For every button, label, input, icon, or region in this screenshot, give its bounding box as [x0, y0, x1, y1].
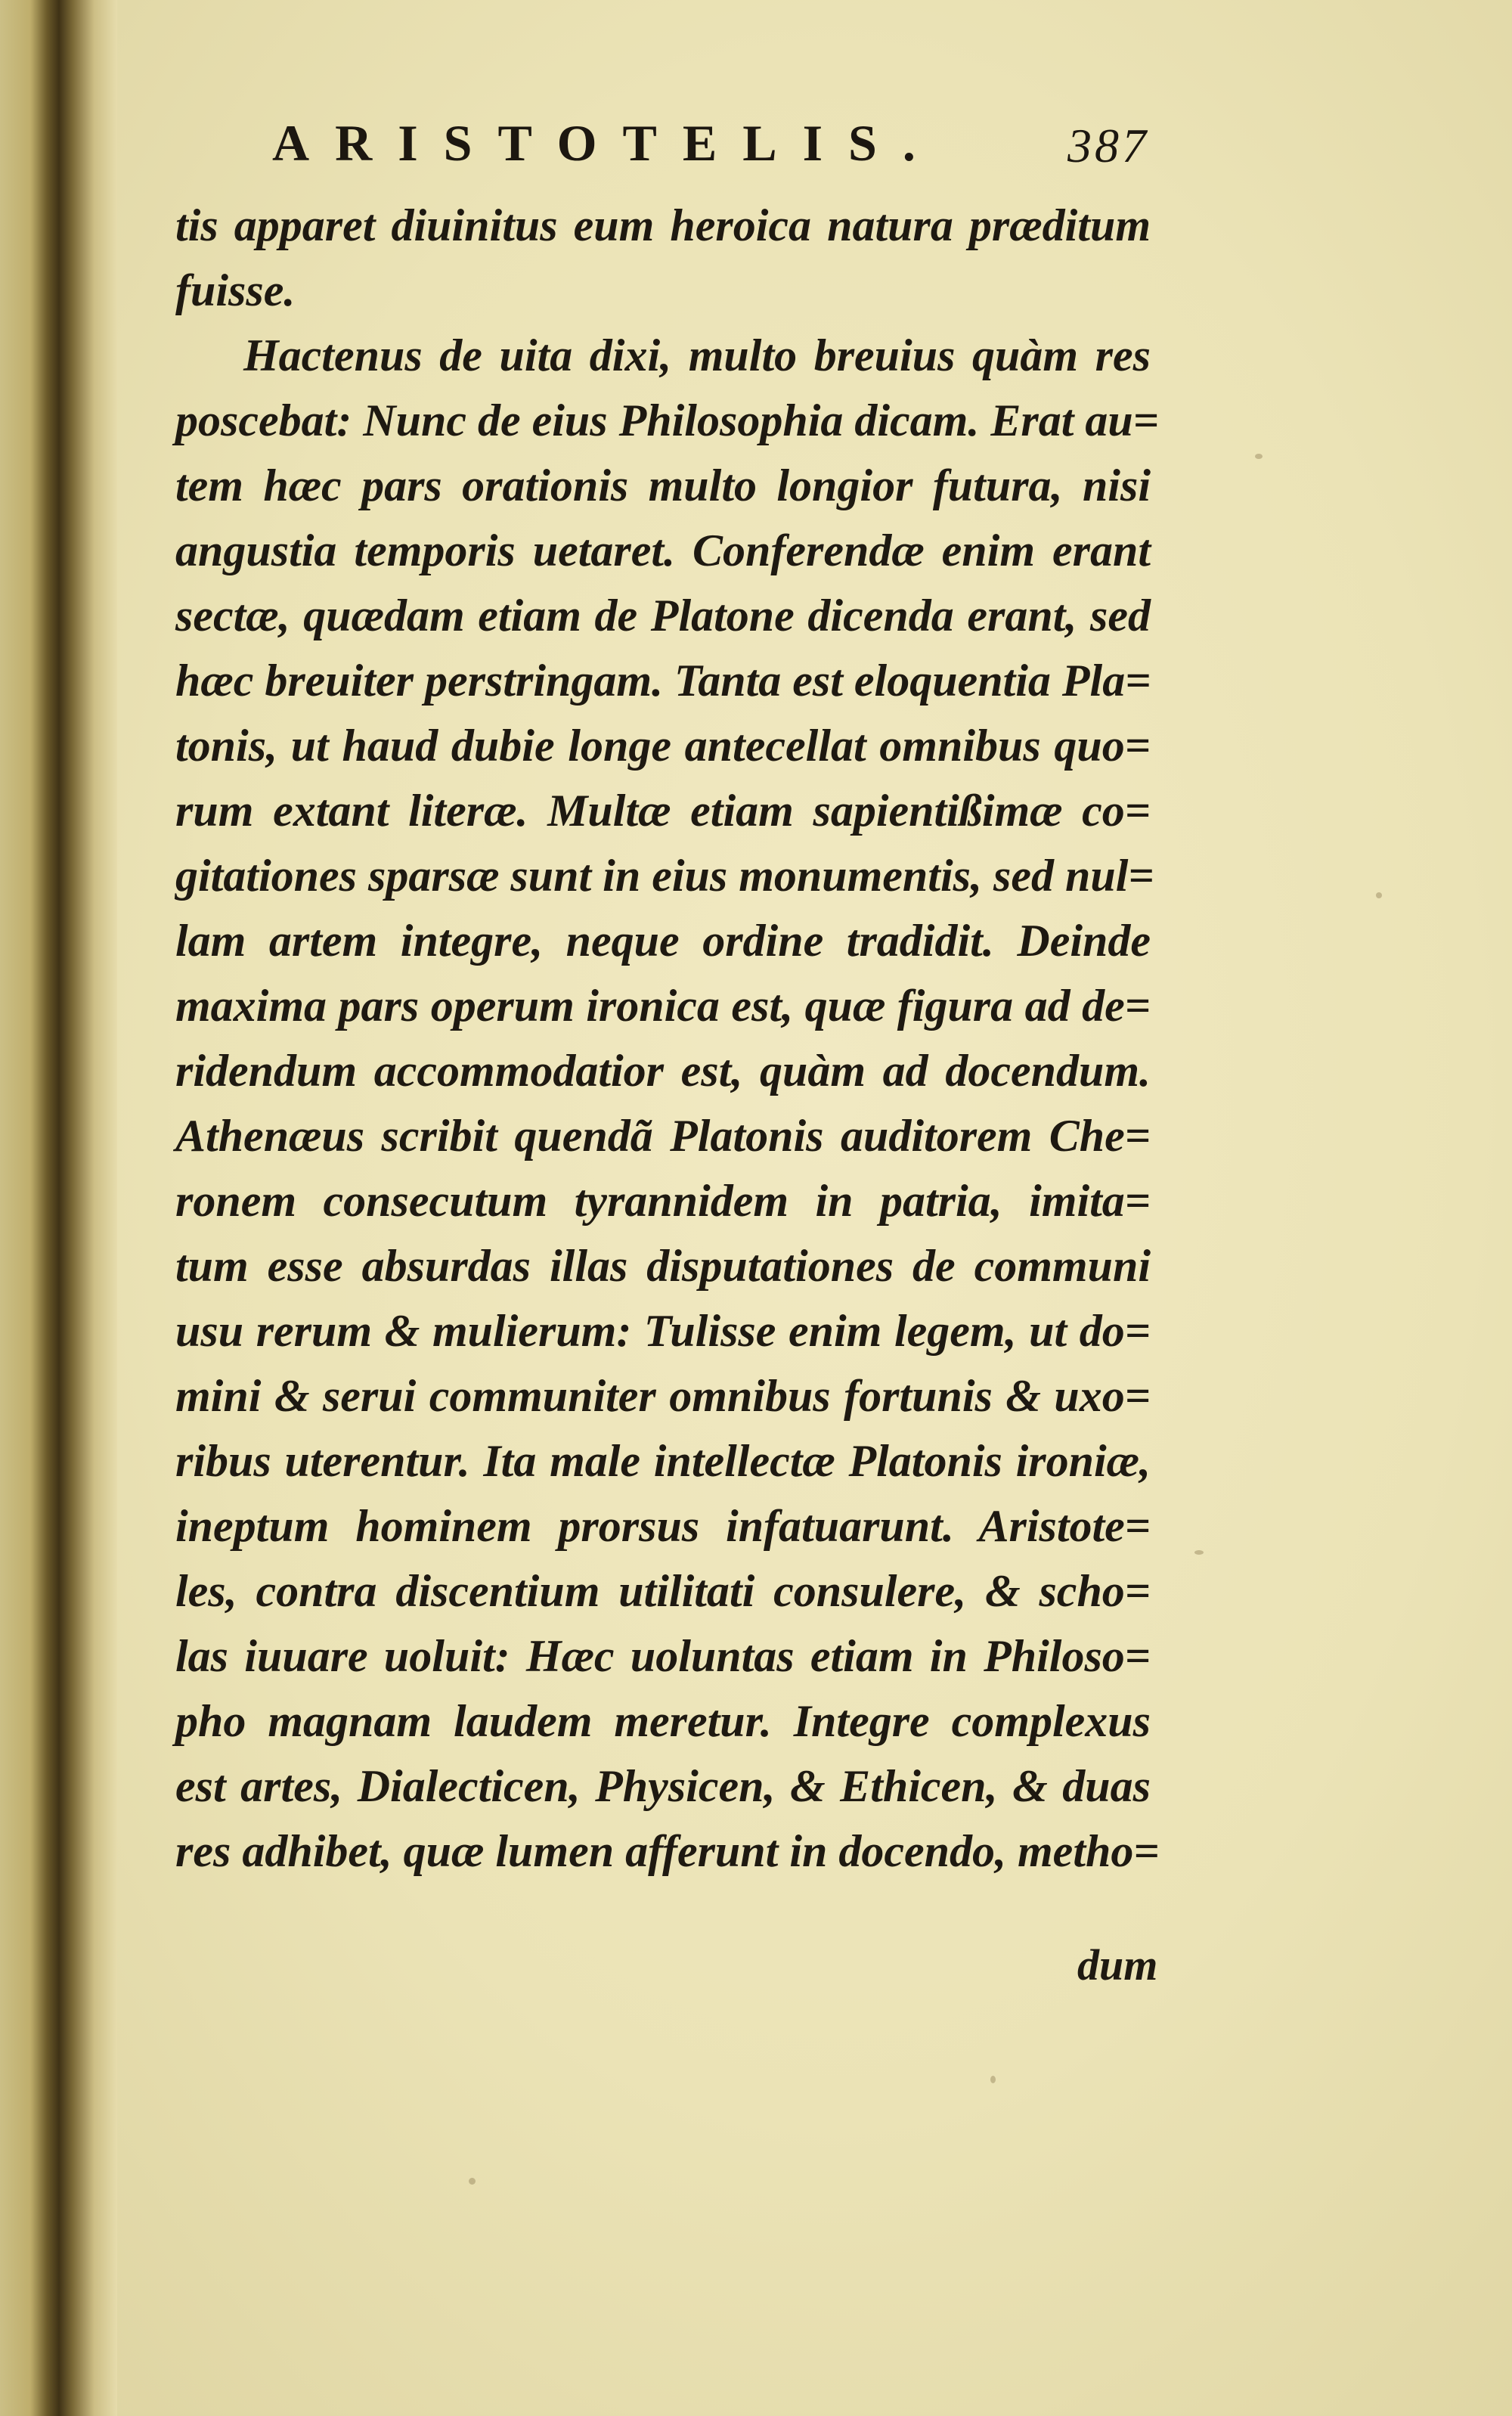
paper-speck: [1376, 892, 1382, 898]
text-line: tem hæc pars orationis multo longior futura, nisi: [175, 461, 1151, 510]
text-line: pho magnam laudem meretur. Integre complexus: [175, 1696, 1151, 1746]
text-line: Hactenus de uita dixi, multo breuius quàm res: [243, 330, 1151, 380]
text-line: ribus uterentur. Ita male intellectæ Platonis ironiæ,: [175, 1436, 1151, 1486]
text-line: Athenæus scribit quendã Platonis auditorem Che=: [175, 1111, 1151, 1161]
text-line: res adhibet, quæ lumen afferunt in docendo, metho=: [175, 1826, 1160, 1876]
paper-speck: [1194, 1550, 1204, 1555]
running-head: ARISTOTELIS.: [272, 114, 941, 172]
text-line: sectæ, quædam etiam de Platone dicenda erant, sed: [175, 591, 1151, 640]
catchword: dum: [1077, 1940, 1158, 1990]
text-line: ridendum accommodatior est, quàm ad docendum.: [175, 1046, 1151, 1096]
text-line: rum extant literæ. Multæ etiam sapientißimæ co=: [175, 786, 1151, 836]
text-line: les, contra discentium utilitati consulere, & scho=: [175, 1566, 1151, 1616]
text-line: lam artem integre, neque ordine tradidit. Deinde: [175, 916, 1151, 966]
text-line: las iuuare uoluit: Hæc uoluntas etiam in Philoso=: [175, 1631, 1151, 1681]
text-line: tonis, ut haud dubie longe antecellat omnibus quo=: [175, 721, 1151, 771]
text-line: est artes, Dialecticen, Physicen, & Ethicen, & duas: [175, 1761, 1151, 1811]
page-number: 387: [1067, 119, 1149, 172]
text-line: angustia temporis uetaret. Conferendæ enim erant: [175, 526, 1151, 575]
paper-speck: [469, 2178, 476, 2185]
text-line: maxima pars operum ironica est, quæ figura ad de=: [175, 981, 1151, 1031]
text-line: usu rerum & mulierum: Tulisse enim legem, ut do=: [175, 1306, 1151, 1356]
text-line: hæc breuiter perstringam. Tanta est eloquentia Pla=: [175, 656, 1151, 706]
text-line: poscebat: Nunc de eius Philosophia dicam. Erat au=: [175, 395, 1159, 445]
paper-speck: [1255, 454, 1263, 459]
text-line: tis apparet diuinitus eum heroica natura præditum: [175, 200, 1151, 250]
text-line: gitationes sparsæ sunt in eius monumentis, sed nul=: [175, 851, 1154, 901]
text-line: fuisse.: [175, 265, 296, 315]
paper-speck: [990, 2076, 996, 2083]
text-line: mini & serui communiter omnibus fortunis & uxo=: [175, 1371, 1151, 1421]
text-line: ronem consecutum tyrannidem in patria, imita=: [175, 1176, 1151, 1226]
binding-gutter: [0, 0, 117, 2416]
text-line: ineptum hominem prorsus infatuarunt. Aristote=: [175, 1501, 1151, 1551]
page-header: [272, 113, 1179, 181]
text-line: tum esse absurdas illas disputationes de communi: [175, 1241, 1151, 1291]
